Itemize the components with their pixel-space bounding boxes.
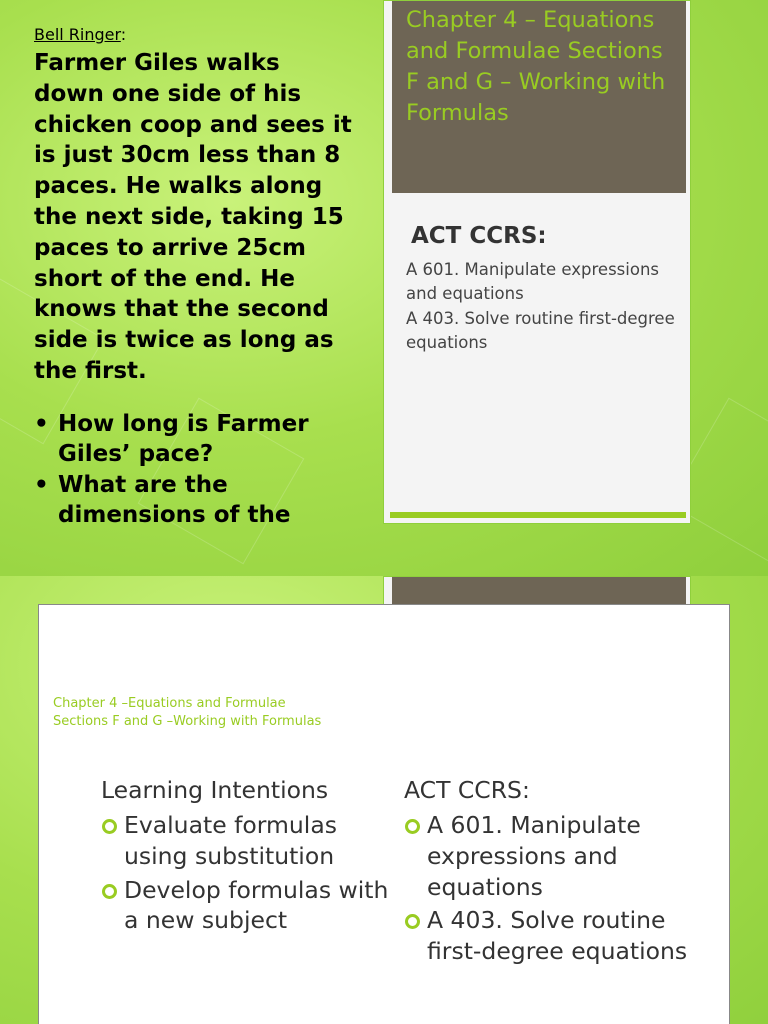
subtitle-line: Chapter 4 –Equations and Formulae (53, 696, 286, 711)
list-item-text: Evaluate formulas using substitution (124, 811, 337, 870)
ring-bullet-icon (405, 914, 420, 929)
bell-ringer-questions (34, 409, 354, 531)
ccrs-item: A 601. Manipulate expressions and equations (406, 260, 659, 303)
list-item-text: A 403. Solve routine first-degree equations (427, 906, 688, 966)
question-item: • How long is Farmer Giles’ pace? (34, 409, 354, 470)
list-item (101, 810, 391, 872)
bell-ringer-colon: : (120, 25, 127, 44)
list-item-text: Develop formulas with a new subject (124, 875, 389, 935)
accent-bar (390, 512, 686, 518)
slide-learning-intentions (0, 576, 768, 1024)
ccrs-heading: ACT CCRS: (411, 223, 547, 249)
list-item (404, 810, 704, 902)
chapter-title-box (392, 1, 686, 193)
list-item-text: A 601. Manipulate expressions and equations (427, 811, 641, 901)
chapter-subtitle (53, 695, 553, 731)
subtitle-line: Sections F and G –Working with Formulas (53, 714, 322, 729)
ring-bullet-icon (405, 819, 420, 834)
list-item (101, 875, 391, 937)
chapter-panel (383, 0, 691, 524)
bell-ringer-block (34, 22, 354, 531)
learning-intentions-heading: Learning Intentions (101, 776, 329, 804)
ccrs-heading: ACT CCRS: (404, 776, 530, 804)
bell-ringer-title (34, 22, 354, 48)
learning-intentions-column (101, 775, 391, 939)
ccrs-column (404, 775, 704, 970)
learning-intentions-list (101, 810, 391, 936)
chapter-title: Chapter 4 – Equations and Formulae Sections F and G – Working with Formulas (406, 7, 666, 126)
ccrs-list (404, 810, 704, 967)
ccrs-item: A 403. Solve routine first-degree equations (406, 309, 675, 352)
ring-bullet-icon (102, 884, 117, 899)
content-card (38, 604, 730, 1024)
question-item: • What are the dimensions of the (34, 470, 354, 531)
list-item (404, 905, 704, 967)
bell-ringer-problem: Farmer Giles walks down one side of his chicken coop and sees it is just 30cm less than 8 paces. He walks along the next side, taking 15 paces to arrive 25cm short of the end. He knows that the second side is twice as long as the first. (34, 50, 352, 384)
ring-bullet-icon (102, 819, 117, 834)
bell-ringer-label: Bell Ringer (34, 25, 121, 44)
